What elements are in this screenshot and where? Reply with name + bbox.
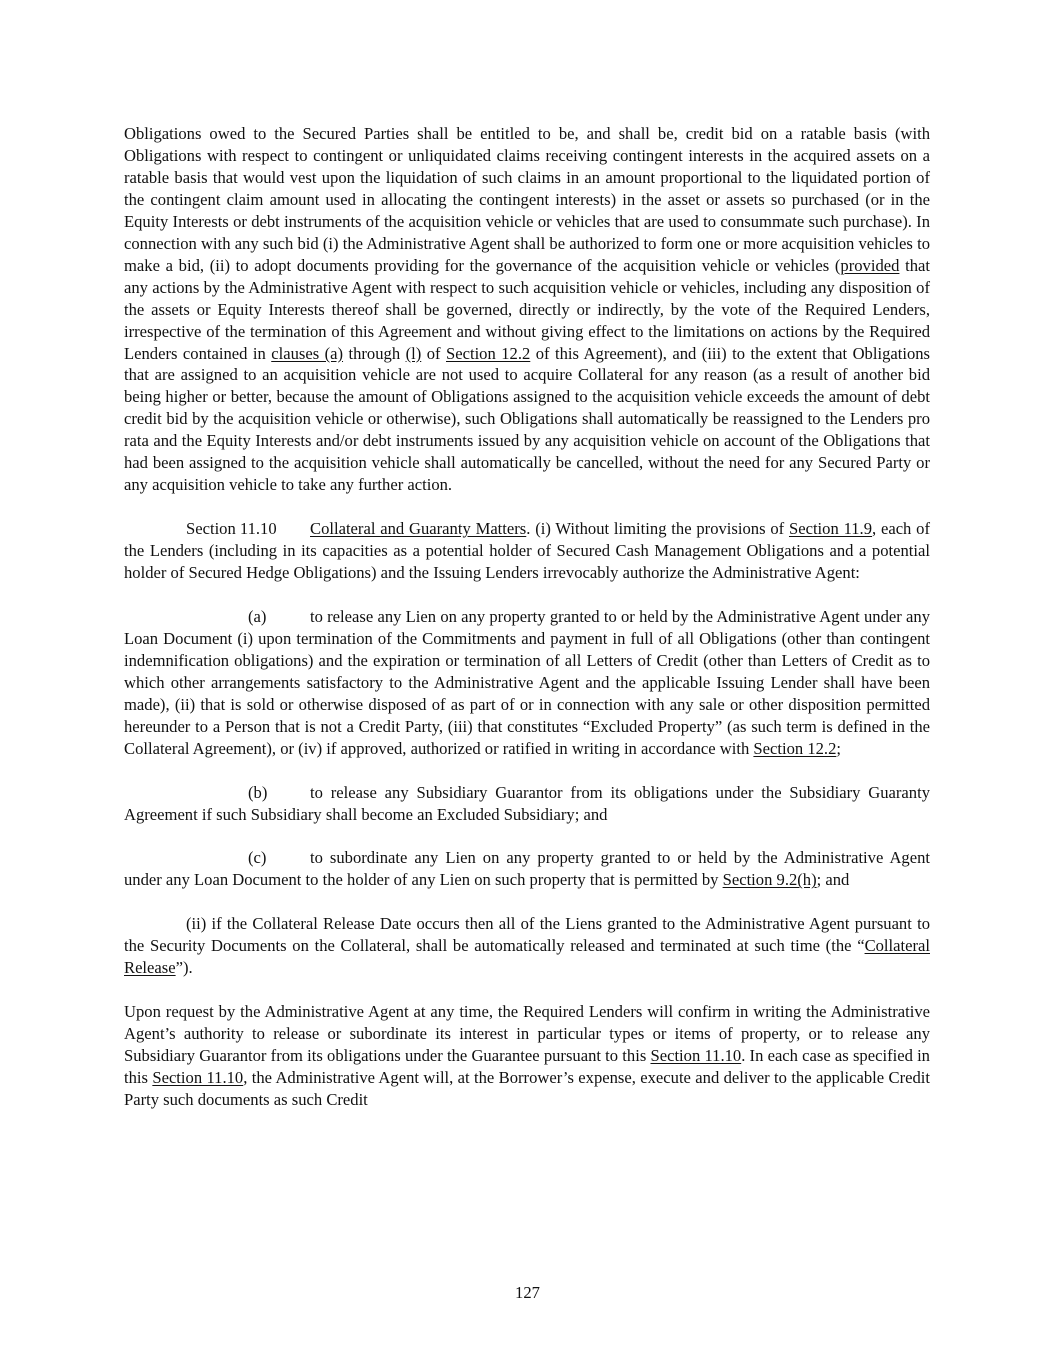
ref-clauses-a: clauses (a) (271, 343, 344, 363)
ref-section-12-2: Section 12.2 (446, 343, 531, 363)
item-b: (b) to release any Subsidiary Guarantor from its obligations under the Subsidiary Guaranty Agreement if such Subsidiary shall become an Excluded Subsidiary; and (124, 782, 930, 824)
ref-section-11-9: Section 11.9 (788, 519, 872, 539)
item-c: (c) to subordinate any Lien on any property granted to or held by the Administrative Agent under any Loan Document to the holder of any Lien on such property that is permitted by Section 9.2(h); and (124, 848, 930, 890)
ref-section-9-2-h: Section 9.2(h) (722, 870, 817, 890)
paragraph-upon-request: Upon request by the Administrative Agent at any time, the Required Lenders will confirm in writing the Administrative Agent’s authority to release or subordinate its interest in particular types or items of property, or to release any Subsidiary Guarantor from its obligations under the Guarantee pursuant to this Section 11.10. In each case as specified in this Section 11.10, the Administrative Agent will, at the Borrower’s expense, execute and deliver to the applicable Credit Party such documents as such Credit (124, 1002, 930, 1109)
section-11-10-paragraph: Section 11.10 Collateral and Guaranty Matters. (i) Without limiting the provisions of Section 11.9, each of the Lenders (including in its capacities as a potential holder of Secured Cash Management Obligations and a potential holder of Secured Hedge Obligations) and the Issuing Lenders irrevocably authorize the Administrative Agent: (124, 519, 930, 583)
page-number: 127 (515, 1283, 540, 1302)
paragraph-credit-bid: Obligations owed to the Secured Parties shall be entitled to be, and shall be, credit bid on a ratable basis (with Obligations with respect to contingent or unliquidated claims receiving contingent interests in the acquired assets on a ratable basis that would vest upon the liquidation of such claims in an amount proportional to the liquidated portion of the contingent claim amount used in allocating the contingent interests) in the asset or assets so purchased (or in the Equity Interests or debt instruments of the acquisition vehicle or vehicles that are used to consummate such purchase). In connection with any such bid (i) the Administrative Agent shall be authorized to form one or more acquisition vehicles to make a bid, (ii) to adopt documents providing for the governance of the acquisition vehicle or vehicles (provided that any actions by the Administrative Agent with respect to such acquisition vehicle or vehicles, including any disposition of the assets or Equity Interests thereof shall be governed, directly or indirectly, by the vote of the Required Lenders, irrespective of the termination of this Agreement and without giving effect to the limitations on actions by the Required Lenders contained in clauses (a) through (l) of Section 12.2 of this Agreement), and (iii) to the extent that Obligations that are assigned to an acquisition vehicle are not used to acquire Collateral for any reason (as a result of another bid being higher or better, because the amount of Obligations assigned to the acquisition vehicle exceeds the amount of debt credit bid by the acquisition vehicle or otherwise), such Obligations shall automatically be reassigned to the Lenders pro rata and the Equity Interests and/or debt instruments issued by any acquisition vehicle on account of the Obligations that had been assigned to the acquisition vehicle shall automatically be cancelled, without the need for any Secured Party or any acquisition vehicle to take any further action. (124, 124, 931, 495)
section-title: Collateral and Guaranty Matters (310, 519, 527, 539)
item-c-label: (c) (248, 848, 267, 868)
ref-section-12-2: Section 12.2 (753, 738, 837, 758)
term-collateral-release: Collateral Release (124, 936, 930, 978)
ref-clause-l: (l) (405, 343, 422, 363)
item-b-label: (b) (248, 782, 268, 802)
document-page (124, 123, 930, 1111)
ref-section-11-10: Section 11.10 (650, 1045, 742, 1065)
item-ii: (ii) if the Collateral Release Date occurs then all of the Liens granted to the Administrative Agent pursuant to the Security Documents on the Collateral, shall be automatically released and terminated at such time (the “Collateral Release”). (124, 914, 930, 978)
item-a-label: (a) (248, 606, 267, 626)
ref-section-11-10: Section 11.10 (152, 1067, 244, 1087)
item-a: (a) to release any Lien on any property granted to or held by the Administrative Agent under any Loan Document (i) upon termination of the Commitments and payment in full of all Obligations (other than contingent indemnification obligations) and the expiration or termination of all Letters of Credit (other than Letters of Credit as to which other arrangements satisfactory to the Administrative Agent and the applicable Issuing Lender shall have been made), (ii) that is sold or otherwise disposed of as part of or in connection with any sale or other disposition permitted hereunder to a Person that is not a Credit Party, (iii) that constitutes “Excluded Property” (as such term is defined in the Collateral Agreement), or (iv) if approved, authorized or ratified in writing in accordance with Section 12.2; (124, 606, 930, 758)
provided-term: provided (840, 255, 900, 275)
section-number: Section 11.10 (186, 519, 277, 539)
